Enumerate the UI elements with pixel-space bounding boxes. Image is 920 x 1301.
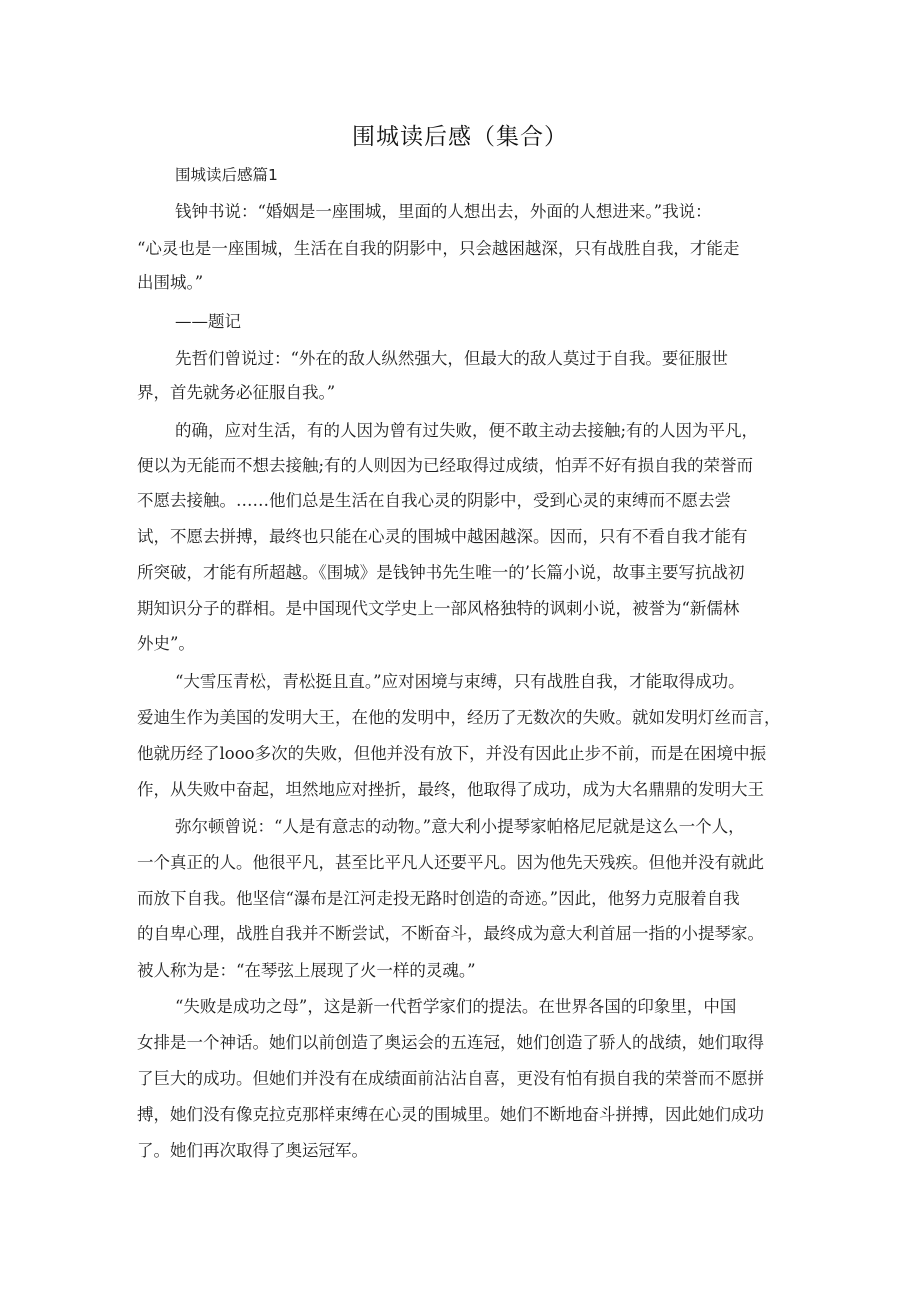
paragraph-line: 外史”。 — [137, 634, 195, 653]
paragraph-line: 他就历经了looo多次的失败，但他并没有放下，并没有因此止步不前，而是在困境中振 — [137, 744, 767, 763]
paragraph-line: 所突破，才能有所超越。《围城》是钱钟书先生唯一的’长篇小说，故事主要写抗战初 — [137, 563, 745, 582]
paragraph-line: “心灵也是一座围城，生活在自我的阴影中，只会越困越深，只有战胜自我，才能走 — [137, 239, 740, 258]
paragraph-line: 一个真正的人。他很平凡，甚至比平凡人还要平凡。因为他先天残疾。但他并没有就此 — [137, 853, 764, 872]
paragraph-line: “大雪压青松，青松挺且直。”应对困境与束缚，只有战胜自我，才能取得成功。 — [175, 672, 745, 691]
paragraph-line: 的自卑心理，战胜自我并不断尝试，不断奋斗，最终成为意大利首屈一指的小提琴家。 — [137, 924, 764, 943]
section-heading: 围城读后感篇1 — [175, 166, 278, 184]
paragraph-line: 了巨大的成功。但她们并没有在成绩面前沾沾自喜，更没有怕有损自我的荣誉而不愿拼 — [137, 1069, 764, 1088]
paragraph-line: 女排是一个神话。她们以前创造了奥运会的五连冠，她们创造了骄人的战绩，她们取得 — [137, 1033, 764, 1052]
paragraph-line: 了。她们再次取得了奥运冠军。 — [137, 1141, 368, 1160]
paragraph-line: 钱钟书说：“婚姻是一座围城，里面的人想出去，外面的人想进来。”我说： — [175, 202, 712, 221]
paragraph-line: 的确，应对生活，有的人因为曾有过失败，便不敢主动去接触;有的人因为平凡， — [175, 421, 759, 440]
epigraph-attribution: ——题记 — [175, 312, 241, 331]
document-title: 围城读后感（集合） — [352, 124, 568, 150]
paragraph-line: 搏，她们没有像克拉克那样束缚在心灵的围城里。她们不断地奋斗拼搏，因此她们成功 — [137, 1105, 764, 1124]
paragraph-line: 爱迪生作为美国的发明大王，在他的发明中，经历了无数次的失败。就如发明灯丝而言， — [137, 708, 781, 727]
paragraph-line: 界，首先就务必征服自我。” — [137, 383, 336, 402]
paragraph-line: 试，不愿去拼搏，最终也只能在心灵的围城中越困越深。因而，只有不看自我才能有 — [137, 527, 748, 546]
paragraph-line: “失败是成功之母”，这是新一代哲学家们的提法。在世界各国的印象里，中国 — [175, 997, 737, 1016]
paragraph-line: 被人称为是：“在琴弦上展现了火一样的灵魂。” — [137, 961, 476, 980]
paragraph-line: 弥尔顿曾说：“人是有意志的动物。”意大利小提琴家帕格尼尼就是这么一个人， — [175, 817, 745, 836]
paragraph-line: 出围城。” — [137, 273, 204, 292]
paragraph-line: 先哲们曾说过：“外在的敌人纵然强大，但最大的敌人莫过于自我。要征服世 — [175, 349, 728, 368]
paragraph-line: 作，从失败中奋起，坦然地应对挫折，最终，他取得了成功，成为大名鼎鼎的发明大王 — [137, 780, 764, 799]
paragraph-line: 而放下自我。他坚信“瀑布是江河走投无路时创造的奇迹。”因此，他努力克服着自我 — [137, 889, 740, 908]
paragraph-line: 不愿去接触。……他们总是生活在自我心灵的阴影中，受到心灵的束缚而不愿去尝 — [137, 491, 731, 510]
paragraph-line: 期知识分子的群相。是中国现代文学史上一部风格独特的讽刺小说，被誉为“新儒林 — [137, 599, 740, 618]
paragraph-line: 便以为无能而不想去接触;有的人则因为已经取得过成绩，怕弄不好有损自我的荣誉而 — [137, 456, 754, 475]
